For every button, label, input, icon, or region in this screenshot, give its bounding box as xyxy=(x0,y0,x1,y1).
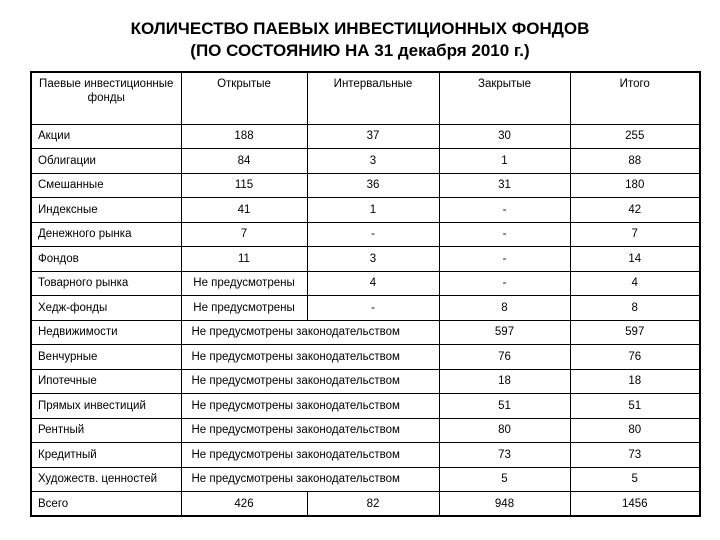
table-cell: 426 xyxy=(181,492,307,517)
table-cell: 11 xyxy=(181,247,307,272)
table-cell: 3 xyxy=(307,149,439,174)
table-cell: 76 xyxy=(570,345,700,370)
table-cell: Акции xyxy=(31,124,181,149)
table-cell: Фондов xyxy=(31,247,181,272)
table-cell: - xyxy=(439,198,570,223)
table-cell: Не предусмотрены законодательством xyxy=(181,467,439,492)
table-cell: 597 xyxy=(439,320,570,345)
table-cell: 115 xyxy=(181,173,307,198)
table-cell: Не предусмотрены законодательством xyxy=(181,394,439,419)
table-cell: 73 xyxy=(439,443,570,468)
table-cell: 30 xyxy=(439,124,570,149)
table-cell: 597 xyxy=(570,320,700,345)
table-row xyxy=(31,320,700,345)
header-row xyxy=(31,72,700,124)
table-row xyxy=(31,222,700,247)
table-cell: Смешанные xyxy=(31,173,181,198)
table-cell: Не предусмотрены законодательством xyxy=(181,345,439,370)
table-cell: Не предусмотрены xyxy=(181,296,307,321)
table-cell: 180 xyxy=(570,173,700,198)
table-cell: - xyxy=(439,222,570,247)
table-cell: 948 xyxy=(439,492,570,517)
header-cell: Интервальные xyxy=(307,72,439,124)
table-row xyxy=(31,271,700,296)
table-row xyxy=(31,418,700,443)
table-cell: 4 xyxy=(307,271,439,296)
table-cell: - xyxy=(307,296,439,321)
table-cell: 37 xyxy=(307,124,439,149)
table-cell: Всего xyxy=(31,492,181,517)
table-cell: 8 xyxy=(570,296,700,321)
table-cell: 8 xyxy=(439,296,570,321)
table-row xyxy=(31,369,700,394)
page-title xyxy=(0,18,720,62)
table-cell: 73 xyxy=(570,443,700,468)
table-cell: - xyxy=(307,222,439,247)
table-cell: 14 xyxy=(570,247,700,272)
table-cell: 18 xyxy=(439,369,570,394)
header-cell: Паевые инвестиционные фонды xyxy=(31,72,181,124)
table-cell: 76 xyxy=(439,345,570,370)
header-cell: Итого xyxy=(570,72,700,124)
table-cell: 255 xyxy=(570,124,700,149)
table-cell: Ипотечные xyxy=(31,369,181,394)
table-cell: Кредитный xyxy=(31,443,181,468)
table-row xyxy=(31,443,700,468)
table-cell: 5 xyxy=(439,467,570,492)
table-cell: 7 xyxy=(570,222,700,247)
table-row xyxy=(31,173,700,198)
table-cell: 51 xyxy=(570,394,700,419)
table-cell: 18 xyxy=(570,369,700,394)
table-row xyxy=(31,149,700,174)
table-cell: Художеств. ценностей xyxy=(31,467,181,492)
table-cell: Хедж-фонды xyxy=(31,296,181,321)
table-cell: Не предусмотрены законодательством xyxy=(181,443,439,468)
table-cell: 51 xyxy=(439,394,570,419)
table-cell: 41 xyxy=(181,198,307,223)
table-cell: Венчурные xyxy=(31,345,181,370)
table-row xyxy=(31,247,700,272)
table-cell: 80 xyxy=(439,418,570,443)
table-cell: 88 xyxy=(570,149,700,174)
table-cell: Товарного рынка xyxy=(31,271,181,296)
table-cell: Рентный xyxy=(31,418,181,443)
table-cell: Облигации xyxy=(31,149,181,174)
table-row xyxy=(31,467,700,492)
funds-table xyxy=(30,71,701,517)
title-line-1: КОЛИЧЕСТВО ПАЕВЫХ ИНВЕСТИЦИОННЫХ ФОНДОВ xyxy=(130,19,590,38)
table-row xyxy=(31,394,700,419)
table-cell: Денежного рынка xyxy=(31,222,181,247)
table-row xyxy=(31,124,700,149)
table-cell: 1 xyxy=(307,198,439,223)
table-cell: 82 xyxy=(307,492,439,517)
table-cell: 7 xyxy=(181,222,307,247)
table-cell: - xyxy=(439,247,570,272)
table-cell: 188 xyxy=(181,124,307,149)
title-line-2: (ПО СОСТОЯНИЮ НА 31 декабря 2010 г.) xyxy=(190,41,530,60)
table-cell: 31 xyxy=(439,173,570,198)
table-cell: 5 xyxy=(570,467,700,492)
table-body xyxy=(31,124,700,516)
table-cell: Не предусмотрены законодательством xyxy=(181,320,439,345)
header-cell: Закрытые xyxy=(439,72,570,124)
table-cell: 80 xyxy=(570,418,700,443)
table-row xyxy=(31,345,700,370)
table-cell: 4 xyxy=(570,271,700,296)
table-cell: 36 xyxy=(307,173,439,198)
table-cell: Не предусмотрены законодательством xyxy=(181,418,439,443)
table-cell: 84 xyxy=(181,149,307,174)
table-cell: Не предусмотрены xyxy=(181,271,307,296)
header-cell: Открытые xyxy=(181,72,307,124)
table-row xyxy=(31,296,700,321)
table-cell: Прямых инвестиций xyxy=(31,394,181,419)
table-cell: Не предусмотрены законодательством xyxy=(181,369,439,394)
table-cell: Индексные xyxy=(31,198,181,223)
table-row xyxy=(31,198,700,223)
table-cell: 3 xyxy=(307,247,439,272)
table-cell: - xyxy=(439,271,570,296)
table-cell: 42 xyxy=(570,198,700,223)
table-cell: 1 xyxy=(439,149,570,174)
table-cell: Недвижимости xyxy=(31,320,181,345)
total-row xyxy=(31,492,700,517)
table-cell: 1456 xyxy=(570,492,700,517)
